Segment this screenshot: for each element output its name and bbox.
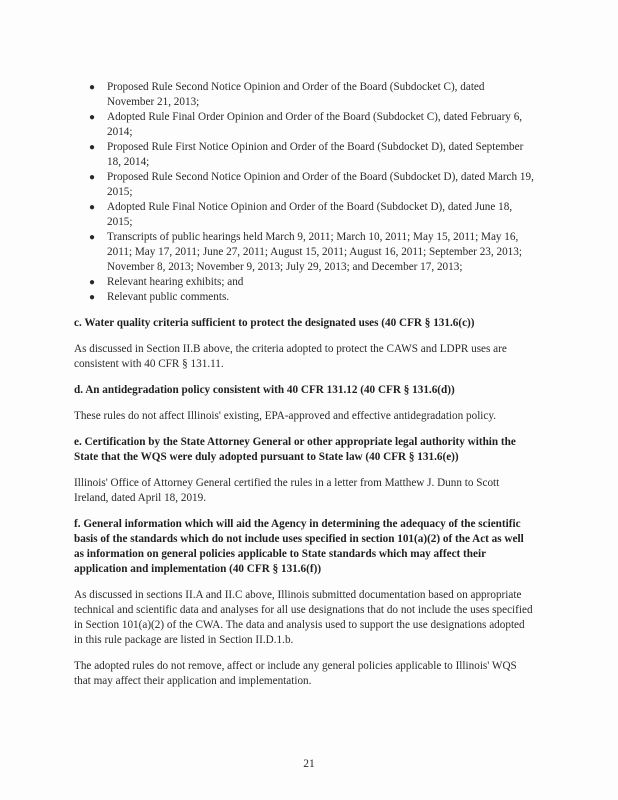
list-item-text: Proposed Rule Second Notice Opinion and Order of the Board (Subdocket C), dated November 21, 2013; xyxy=(107,81,485,108)
list-item xyxy=(74,140,534,170)
section-paragraph-f-1: As discussed in sections II.A and II.C above, Illinois submitted documentation based on appropriate technical and scientific data and analyses for all use designations that do not include the uses specified in Section 101(a)(2) of the CWA. The data and analysis used to support the use designations adopted in this rule package are listed in Section II.D.1.b. xyxy=(74,589,533,646)
list-item-text: Adopted Rule Final Notice Opinion and Order of the Board (Subdocket D), dated June 18, 2015; xyxy=(107,201,513,228)
bullet-icon: ● xyxy=(89,112,96,123)
bullet-icon: ● xyxy=(89,172,96,183)
bullet-icon: ● xyxy=(89,82,96,93)
list-item xyxy=(74,200,534,230)
record-list xyxy=(74,80,534,305)
list-item-text: Transcripts of public hearings held March 9, 2011; March 10, 2011; May 15, 2011; May 16, 2011; May 17, 2011; June 27, 2011; August 15, 2011; August 16, 2011; September 23, 2013; November 8, 2013; November 9, 2013; July 29, 2013; and December 17, 2013; xyxy=(107,231,522,273)
list-item-text: Proposed Rule First Notice Opinion and Order of the Board (Subdocket D), dated September 18, 2014; xyxy=(107,141,524,168)
list-item xyxy=(74,290,534,305)
list-item-text: Proposed Rule Second Notice Opinion and Order of the Board (Subdocket D), dated March 19, 2015; xyxy=(107,171,534,198)
list-item xyxy=(74,80,534,110)
list-item xyxy=(74,110,534,140)
section-heading-d: d. An antidegradation policy consistent with 40 CFR 131.12 (40 CFR § 131.6(d)) xyxy=(74,384,455,396)
section-paragraph-c: As discussed in Section II.B above, the criteria adopted to protect the CAWS and LDPR uses are consistent with 40 CFR § 131.11. xyxy=(74,343,507,370)
bullet-icon: ● xyxy=(89,232,96,243)
bullet-icon: ● xyxy=(89,142,96,153)
list-item-text: Adopted Rule Final Order Opinion and Order of the Board (Subdocket C), dated February 6, 2014; xyxy=(107,111,523,138)
list-item xyxy=(74,230,534,275)
list-item xyxy=(74,170,534,200)
section-paragraph-f-2: The adopted rules do not remove, affect or include any general policies applicable to Illinois' WQS that may affect their application and implementation. xyxy=(74,660,517,687)
section-heading-f: f. General information which will aid the Agency in determining the adequacy of the scientific basis of the standards which do not include uses specified in section 101(a)(2) of the Act as well as information on general policies applicable to State standards which may affect their application and implementation (40 CFR § 131.6(f)) xyxy=(74,518,524,575)
list-item xyxy=(74,275,534,290)
bullet-icon: ● xyxy=(89,277,96,288)
section-heading-e: e. Certification by the State Attorney General or other appropriate legal authority within the State that the WQS were duly adopted pursuant to State law (40 CFR § 131.6(e)) xyxy=(74,436,516,463)
bullet-icon: ● xyxy=(89,202,96,213)
section-paragraph-e: Illinois' Office of Attorney General certified the rules in a letter from Matthew J. Dunn to Scott Ireland, dated April 18, 2019. xyxy=(74,477,500,504)
bullet-icon: ● xyxy=(89,292,96,303)
list-item-text: Relevant public comments. xyxy=(107,291,230,303)
page-number: 21 xyxy=(303,758,315,770)
list-item-text: Relevant hearing exhibits; and xyxy=(107,276,244,288)
section-heading-c: c. Water quality criteria sufficient to protect the designated uses (40 CFR § 131.6(c)) xyxy=(74,317,475,329)
section-paragraph-d: These rules do not affect Illinois' existing, EPA-approved and effective antidegradation policy. xyxy=(74,410,497,422)
page-content xyxy=(74,80,534,689)
